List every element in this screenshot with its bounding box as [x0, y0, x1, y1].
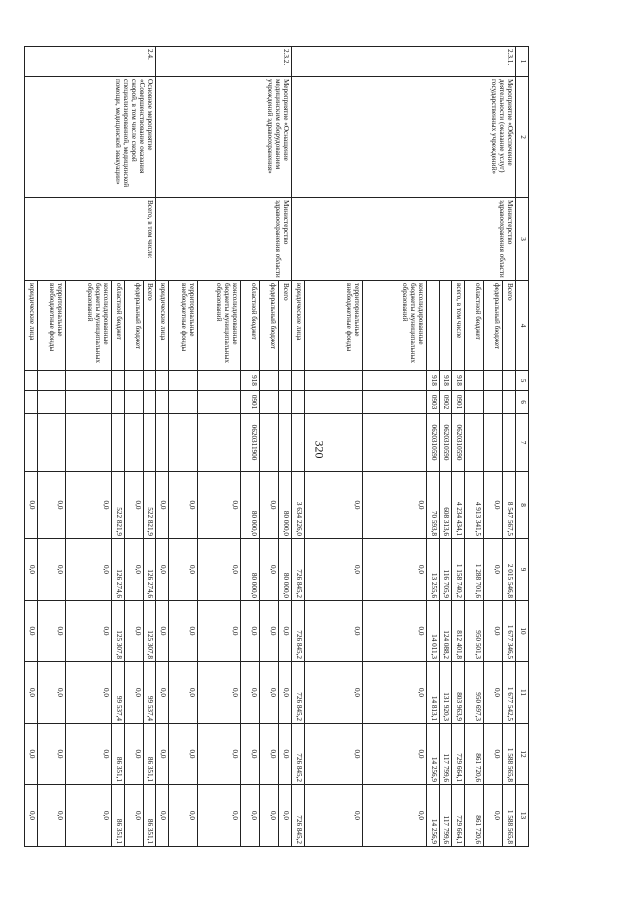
funding-source: консолидированные бюджеты муниципальных образований — [362, 281, 426, 371]
amount-cell: 0,0 — [260, 662, 279, 724]
amount-cell: 0,0 — [260, 601, 279, 662]
grbs-code — [279, 371, 292, 391]
column-number: 7 — [516, 414, 529, 472]
grbs-code — [143, 371, 156, 391]
amount-cell: 0,0 — [260, 724, 279, 785]
funding-source — [439, 281, 452, 371]
amount-cell: 0,0 — [169, 662, 198, 724]
rotated-table-frame — [27, 46, 529, 846]
amount-cell: 812 401,8 — [452, 601, 465, 662]
table-row — [143, 47, 156, 847]
section-code — [124, 391, 143, 414]
target-article — [143, 414, 156, 472]
amount-cell: 0,0 — [241, 662, 260, 724]
grbs-code: 918 — [241, 371, 260, 391]
amount-cell: 70 593,8 — [426, 472, 439, 539]
funding-source: областной бюджет — [465, 281, 484, 371]
target-article: 0620310590 — [426, 414, 439, 472]
amount-cell: 0,0 — [241, 785, 260, 847]
target-article — [465, 414, 484, 472]
section-code — [362, 391, 426, 414]
funding-source: областной бюджет — [241, 281, 260, 371]
column-number: 1 — [516, 47, 529, 77]
amount-cell: 726 845,2 — [292, 601, 305, 662]
amount-cell: 726 845,2 — [292, 662, 305, 724]
amount-cell: 0,0 — [124, 601, 143, 662]
amount-cell: 0,0 — [362, 785, 426, 847]
amount-cell: 0,0 — [25, 472, 38, 539]
section-code — [304, 391, 362, 414]
grbs-code — [362, 371, 426, 391]
funding-source: юридические лица — [25, 281, 38, 371]
amount-cell: 0,0 — [279, 724, 292, 785]
amount-cell: 608 313,6 — [439, 472, 452, 539]
amount-cell: 99 537,4 — [143, 662, 156, 724]
section-code — [111, 391, 124, 414]
amount-cell: 0,0 — [156, 785, 169, 847]
amount-cell: 0,0 — [37, 539, 65, 601]
amount-cell: 0,0 — [260, 785, 279, 847]
budget-table — [24, 46, 529, 847]
amount-cell: 0,0 — [65, 724, 111, 785]
section-code — [292, 391, 305, 414]
amount-cell: 1 158 740,2 — [452, 539, 465, 601]
executor: Всего, в том числе: — [25, 198, 156, 281]
activity-name: Мероприятие «Оснащение медицинским оборудованием учреждений здравоохранения» — [156, 77, 292, 198]
executor: Министерство здравоохранения области — [292, 198, 516, 281]
amount-cell: 1 677 346,5 — [503, 601, 516, 662]
amount-cell: 80 000,0 — [279, 539, 292, 601]
section-code: 0901 — [241, 391, 260, 414]
amount-cell: 0,0 — [65, 601, 111, 662]
amount-cell: 0,0 — [304, 724, 362, 785]
column-number: 9 — [516, 539, 529, 601]
section-code — [503, 391, 516, 414]
section-code — [25, 391, 38, 414]
column-number-row — [516, 47, 529, 847]
column-number: 5 — [516, 371, 529, 391]
target-article — [484, 414, 503, 472]
amount-cell: 0,0 — [198, 601, 241, 662]
target-article — [124, 414, 143, 472]
amount-cell: 726 845,2 — [292, 539, 305, 601]
section-code: 0903 — [426, 391, 439, 414]
section-code — [484, 391, 503, 414]
amount-cell: 0,0 — [484, 472, 503, 539]
amount-cell: 14 813,1 — [426, 662, 439, 724]
amount-cell: 0,0 — [156, 724, 169, 785]
activity-name: Основное мероприятие «Совершенствование оказания скорой, в том числе скорой специализированной, медицинской помощи, медицинской эвакуации» — [25, 77, 156, 198]
section-code — [465, 391, 484, 414]
item-number: 2.3.1. — [292, 47, 516, 77]
target-article — [111, 414, 124, 472]
amount-cell: 0,0 — [65, 472, 111, 539]
grbs-code — [25, 371, 38, 391]
grbs-code — [260, 371, 279, 391]
column-number: 10 — [516, 601, 529, 662]
target-article: 0620310590 — [439, 414, 452, 472]
column-number: 6 — [516, 391, 529, 414]
target-article — [279, 414, 292, 472]
amount-cell: 0,0 — [241, 724, 260, 785]
amount-cell: 0,0 — [25, 724, 38, 785]
amount-cell: 0,0 — [25, 539, 38, 601]
item-number: 2.4. — [25, 47, 156, 77]
grbs-code — [503, 371, 516, 391]
amount-cell: 0,0 — [169, 539, 198, 601]
funding-source: областной бюджет — [111, 281, 124, 371]
amount-cell: 0,0 — [304, 662, 362, 724]
grbs-code — [169, 371, 198, 391]
section-code — [143, 391, 156, 414]
funding-source: федеральный бюджет — [260, 281, 279, 371]
column-number: 11 — [516, 662, 529, 724]
amount-cell: 3 634 226,0 — [292, 472, 305, 539]
grbs-code: 918 — [452, 371, 465, 391]
amount-cell: 861 720,6 — [465, 785, 484, 847]
amount-cell: 0,0 — [241, 601, 260, 662]
amount-cell: 950 501,3 — [465, 601, 484, 662]
amount-cell: 86 351,1 — [111, 724, 124, 785]
grbs-code — [65, 371, 111, 391]
section-code — [65, 391, 111, 414]
amount-cell: 0,0 — [484, 662, 503, 724]
column-number: 12 — [516, 724, 529, 785]
executor: Министерство здравоохранения области — [156, 198, 292, 281]
amount-cell: 1 588 565,8 — [503, 724, 516, 785]
amount-cell: 0,0 — [37, 601, 65, 662]
amount-cell: 0,0 — [279, 662, 292, 724]
amount-cell: 0,0 — [484, 785, 503, 847]
amount-cell: 0,0 — [65, 785, 111, 847]
funding-source: Всего — [279, 281, 292, 371]
funding-source: Всего — [503, 281, 516, 371]
amount-cell: 125 307,8 — [143, 601, 156, 662]
amount-cell: 950 697,3 — [465, 662, 484, 724]
target-article — [25, 414, 38, 472]
amount-cell: 99 537,4 — [111, 662, 124, 724]
amount-cell: 0,0 — [198, 472, 241, 539]
amount-cell: 117 799,6 — [439, 785, 452, 847]
amount-cell: 861 720,6 — [465, 724, 484, 785]
amount-cell: 0,0 — [156, 472, 169, 539]
funding-source: Всего — [143, 281, 156, 371]
amount-cell: 0,0 — [198, 724, 241, 785]
funding-source: всего, в том числе — [452, 281, 465, 371]
section-code: 0901 — [452, 391, 465, 414]
amount-cell: 0,0 — [198, 785, 241, 847]
amount-cell: 0,0 — [362, 601, 426, 662]
amount-cell: 0,0 — [37, 472, 65, 539]
amount-cell: 1 288 701,6 — [465, 539, 484, 601]
amount-cell: 0,0 — [304, 785, 362, 847]
grbs-code: 918 — [426, 371, 439, 391]
amount-cell: 0,0 — [198, 662, 241, 724]
amount-cell: 80 000,0 — [241, 472, 260, 539]
amount-cell: 0,0 — [304, 539, 362, 601]
amount-cell: 14 011,3 — [426, 601, 439, 662]
amount-cell: 1 677 542,5 — [503, 662, 516, 724]
amount-cell: 4 913 341,5 — [465, 472, 484, 539]
section-code — [260, 391, 279, 414]
target-article — [156, 414, 169, 472]
target-article — [503, 414, 516, 472]
amount-cell: 117 799,6 — [439, 724, 452, 785]
target-article — [362, 414, 426, 472]
target-article: 0620310590 — [452, 414, 465, 472]
amount-cell: 0,0 — [169, 601, 198, 662]
amount-cell: 4 234 434,1 — [452, 472, 465, 539]
amount-cell: 726 845,2 — [292, 724, 305, 785]
section-code: 0902 — [439, 391, 452, 414]
amount-cell: 1 588 565,8 — [503, 785, 516, 847]
amount-cell: 0,0 — [156, 601, 169, 662]
section-code — [169, 391, 198, 414]
column-number: 4 — [516, 281, 529, 371]
target-article — [198, 414, 241, 472]
amount-cell: 0,0 — [65, 662, 111, 724]
amount-cell: 0,0 — [25, 601, 38, 662]
target-article — [304, 414, 362, 472]
column-number: 3 — [516, 198, 529, 281]
amount-cell: 729 664,1 — [452, 785, 465, 847]
funding-source — [426, 281, 439, 371]
amount-cell: 80 000,0 — [241, 539, 260, 601]
grbs-code — [111, 371, 124, 391]
table-row — [279, 47, 292, 847]
amount-cell: 0,0 — [304, 472, 362, 539]
grbs-code — [124, 371, 143, 391]
target-article — [260, 414, 279, 472]
amount-cell: 0,0 — [169, 472, 198, 539]
amount-cell: 0,0 — [124, 785, 143, 847]
amount-cell: 0,0 — [260, 539, 279, 601]
grbs-code — [465, 371, 484, 391]
amount-cell: 803 963,9 — [452, 662, 465, 724]
amount-cell: 8 547 567,5 — [503, 472, 516, 539]
grbs-code — [304, 371, 362, 391]
section-code — [279, 391, 292, 414]
amount-cell: 522 821,9 — [111, 472, 124, 539]
amount-cell: 0,0 — [279, 601, 292, 662]
amount-cell: 726 845,2 — [292, 785, 305, 847]
column-number: 13 — [516, 785, 529, 847]
amount-cell: 86 351,1 — [111, 785, 124, 847]
amount-cell: 0,0 — [362, 539, 426, 601]
amount-cell: 0,0 — [484, 601, 503, 662]
target-article: 0620311900 — [241, 414, 260, 472]
amount-cell: 13 255,6 — [426, 539, 439, 601]
grbs-code — [292, 371, 305, 391]
table-sheet — [27, 46, 529, 846]
amount-cell: 14 256,9 — [426, 724, 439, 785]
amount-cell: 0,0 — [156, 539, 169, 601]
amount-cell: 0,0 — [362, 724, 426, 785]
amount-cell: 0,0 — [484, 724, 503, 785]
target-article — [65, 414, 111, 472]
amount-cell: 86 351,1 — [143, 724, 156, 785]
amount-cell: 0,0 — [169, 724, 198, 785]
amount-cell: 522 821,9 — [143, 472, 156, 539]
target-article — [292, 414, 305, 472]
section-code — [37, 391, 65, 414]
amount-cell: 0,0 — [304, 601, 362, 662]
amount-cell: 729 664,1 — [452, 724, 465, 785]
amount-cell: 0,0 — [198, 539, 241, 601]
amount-cell: 80 000,0 — [279, 472, 292, 539]
amount-cell: 125 307,8 — [111, 601, 124, 662]
funding-source: юридические лица — [156, 281, 169, 371]
amount-cell: 126 274,6 — [143, 539, 156, 601]
activity-name: Мероприятие «Обеспечение деятельности (оказание услуг) государственных учреждений» — [292, 77, 516, 198]
funding-source: территориальные внебюджетные фонды — [304, 281, 362, 371]
amount-cell: 0,0 — [156, 662, 169, 724]
funding-source: федеральный бюджет — [124, 281, 143, 371]
grbs-code: 918 — [439, 371, 452, 391]
amount-cell: 0,0 — [37, 662, 65, 724]
amount-cell: 0,0 — [37, 785, 65, 847]
funding-source: территориальные внебюджетные фонды — [37, 281, 65, 371]
amount-cell: 0,0 — [260, 472, 279, 539]
amount-cell: 124 088,2 — [439, 601, 452, 662]
grbs-code — [37, 371, 65, 391]
amount-cell: 0,0 — [25, 785, 38, 847]
amount-cell: 86 351,1 — [143, 785, 156, 847]
target-article — [169, 414, 198, 472]
grbs-code — [156, 371, 169, 391]
amount-cell: 0,0 — [169, 785, 198, 847]
funding-source: территориальные внебюджетные фонды — [169, 281, 198, 371]
amount-cell: 116 705,9 — [439, 539, 452, 601]
amount-cell: 126 274,6 — [111, 539, 124, 601]
amount-cell: 14 256,9 — [426, 785, 439, 847]
target-article — [37, 414, 65, 472]
amount-cell: 0,0 — [279, 785, 292, 847]
funding-source: консолидированные бюджеты муниципальных образований — [65, 281, 111, 371]
amount-cell: 0,0 — [124, 472, 143, 539]
amount-cell: 0,0 — [362, 472, 426, 539]
grbs-code — [484, 371, 503, 391]
funding-source: юридические лица — [292, 281, 305, 371]
item-number: 2.3.2. — [156, 47, 292, 77]
funding-source: консолидированные бюджеты муниципальных образований — [198, 281, 241, 371]
column-number: 2 — [516, 77, 529, 198]
column-number: 8 — [516, 472, 529, 539]
amount-cell: 0,0 — [65, 539, 111, 601]
amount-cell: 0,0 — [25, 662, 38, 724]
amount-cell: 0,0 — [124, 662, 143, 724]
amount-cell: 0,0 — [37, 724, 65, 785]
grbs-code — [198, 371, 241, 391]
amount-cell: 0,0 — [124, 539, 143, 601]
section-code — [156, 391, 169, 414]
amount-cell: 131 920,3 — [439, 662, 452, 724]
funding-source: федеральный бюджет — [484, 281, 503, 371]
page-number: 320 — [312, 440, 327, 459]
table-row — [503, 47, 516, 847]
amount-cell: 0,0 — [362, 662, 426, 724]
amount-cell: 0,0 — [484, 539, 503, 601]
amount-cell: 2 015 546,8 — [503, 539, 516, 601]
amount-cell: 0,0 — [124, 724, 143, 785]
section-code — [198, 391, 241, 414]
